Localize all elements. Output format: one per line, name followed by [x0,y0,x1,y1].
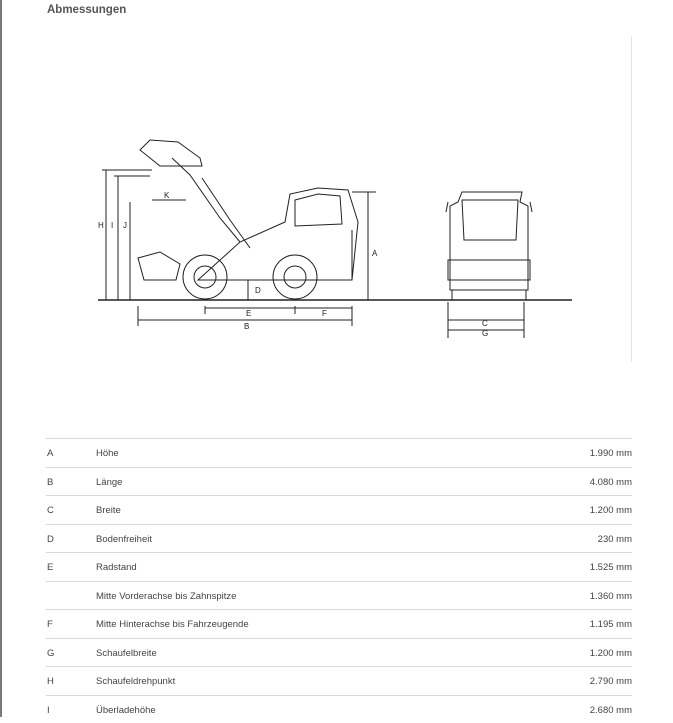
spec-label: Schaufeldrehpunkt [96,676,175,687]
spec-label: Breite [96,505,121,516]
dim-label-d: D [255,286,261,295]
spec-code: I [47,705,50,716]
dim-label-e: E [246,309,251,318]
table-row [46,552,632,581]
spec-value: 1.195 mm [590,619,632,630]
spec-label: Mitte Vorderachse bis Zahnspitze [96,591,236,602]
dimension-drawing [90,130,580,345]
dim-label-b: B [244,322,249,331]
spec-value: 1.200 mm [590,505,632,516]
dim-label-h: H [98,221,104,230]
spec-code: E [47,562,53,573]
table-row [46,666,632,695]
dim-label-j: J [123,221,127,230]
dim-label-a: A [372,249,378,258]
section-title: Abmessungen [47,4,126,16]
table-row [46,495,632,524]
spec-table [46,438,632,723]
spec-label: Überladehöhe [96,705,156,716]
spec-code: H [47,676,54,687]
table-row [46,609,632,638]
spec-value: 230 mm [598,534,632,545]
spec-value: 1.360 mm [590,591,632,602]
spec-label: Mitte Hinterachse bis Fahrzeugende [96,619,249,630]
spec-value: 2.790 mm [590,676,632,687]
table-row [46,581,632,610]
spec-value: 1.525 mm [590,562,632,573]
dim-label-c: C [482,319,488,328]
spec-code: G [47,648,54,659]
spec-label: Höhe [96,448,119,459]
drawing-divider [631,36,632,362]
dim-label-i: I [111,221,113,230]
spec-value: 1.990 mm [590,448,632,459]
table-row [46,438,632,467]
spec-value: 2.680 mm [590,705,632,716]
spec-code: B [47,477,53,488]
dim-label-f: F [322,309,327,318]
spec-value: 4.080 mm [590,477,632,488]
table-row [46,638,632,667]
spec-value: 1.200 mm [590,648,632,659]
spec-code: F [47,619,53,630]
table-row [46,695,632,723]
table-row [46,467,632,496]
dim-label-g: G [482,329,488,338]
table-row [46,524,632,553]
spec-label: Schaufelbreite [96,648,157,659]
left-border [0,0,2,717]
spec-code: A [47,448,53,459]
spec-code: D [47,534,54,545]
spec-code: C [47,505,54,516]
spec-label: Länge [96,477,122,488]
spec-label: Radstand [96,562,137,573]
dim-label-k: K [164,191,170,200]
spec-label: Bodenfreiheit [96,534,152,545]
